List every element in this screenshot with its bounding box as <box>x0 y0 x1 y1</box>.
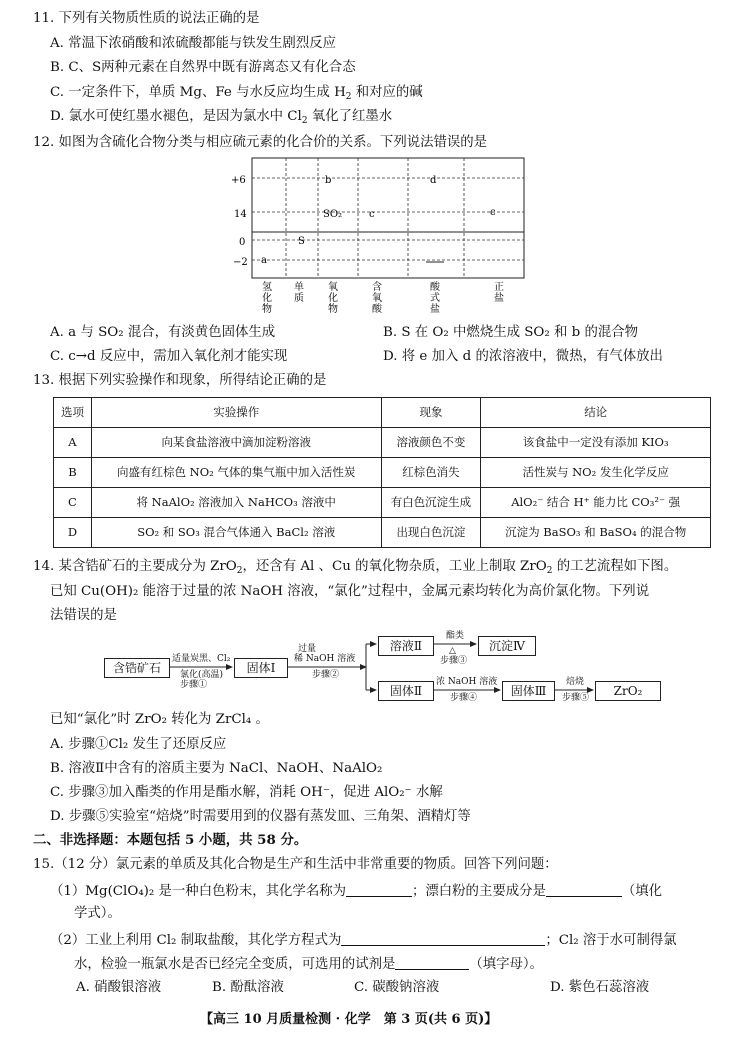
q14-option-c: C. 步骤③加入酯类的作用是酯水解，消耗 OH⁻，促进 AlO₂⁻ 水解 <box>50 785 443 800</box>
y-tick-0: 0 <box>239 237 246 248</box>
table-cell: 红棕色消失 <box>381 458 481 488</box>
flow-label-step1-bot1: 氯化(高温) <box>180 670 224 680</box>
q15-part1: （1）Mg(ClO₄)₂ 是一种白色粉末，其化学名称为 ；漂白粉的主要成分是 （填化 <box>50 884 663 899</box>
flow-label-step2-top1: 过量 <box>298 644 317 654</box>
point-a: a <box>261 255 267 266</box>
q12-option-b: B. S 在 O₂ 中燃烧生成 SO₂ 和 b 的混合物 <box>383 325 639 340</box>
q15-part2-cont: 水，检验一瓶氯水是否已经完全变质，可选用的试剂是 （填字母）。 <box>74 957 544 972</box>
q12-stem: 12. 如图为含硫化合物分类与相应硫元素的化合价的关系。下列说法错误的是 <box>33 135 488 150</box>
answer-blank[interactable] <box>395 956 469 970</box>
q15-stem: 15.（12 分）氯元素的单质及其化合物是生产和生活中非常重要的物质。回答下列问题： <box>33 857 558 872</box>
flow-box-ore: 含锆矿石 <box>104 658 170 678</box>
q15-part2: （2）工业上利用 Cl₂ 制取盐酸，其化学方程式为 ；Cl₂ 溶于水可制得氯 <box>50 933 677 948</box>
q15-option-d: D. 紫色石蕊溶液 <box>550 980 650 995</box>
x-label-element: 单质 <box>294 282 304 304</box>
answer-blank[interactable] <box>546 883 622 897</box>
q15-option-b: B. 酚酞溶液 <box>212 980 284 995</box>
q11-option-a: A. 常温下浓硝酸和浓硫酸都能与铁发生剧烈反应 <box>50 36 336 51</box>
table-cell: B <box>54 458 92 488</box>
point-so2: SO₂ <box>323 209 343 220</box>
flow-box-solid3: 固体Ⅲ <box>502 681 555 701</box>
answer-blank[interactable] <box>341 932 545 946</box>
table-cell: 活性炭与 NO₂ 发生化学反应 <box>481 458 711 488</box>
q15-option-a: A. 硝酸银溶液 <box>76 980 162 995</box>
table-header: 选项 <box>54 398 92 428</box>
flow-label-step3-top: 酯类 <box>446 631 465 641</box>
table-cell: A <box>54 428 92 458</box>
section-heading: 二、非选择题：本题包括 5 小题，共 58 分。 <box>33 832 308 848</box>
q12-option-a: A. a 与 SO₂ 混合，有淡黄色固体生成 <box>50 325 276 340</box>
flow-label-step3-bot: 步骤③ <box>440 656 468 666</box>
flow-label-step4-bot: 步骤④ <box>450 693 478 703</box>
q15-part1-cont: 学式）。 <box>74 906 121 921</box>
table-cell: AlO₂⁻ 结合 H⁺ 能力比 CO₃²⁻ 强 <box>481 488 711 518</box>
flow-label-step5-bot: 步骤⑤ <box>562 693 590 703</box>
x-label-normal-salt: 正盐 <box>494 282 504 304</box>
flow-box-solid1: 固体Ⅰ <box>234 658 288 678</box>
q12-option-c: C. c→d 反应中，需加入氧化剂才能实现 <box>50 349 288 364</box>
x-label-hydride: 氢化物 <box>262 282 272 315</box>
q14-line3: 法错误的是 <box>50 608 117 623</box>
point-c-salt: c <box>490 207 496 218</box>
flow-label-step1-bot2: 步骤① <box>180 680 208 690</box>
table-header: 实验操作 <box>91 398 381 428</box>
flow-box-solution2: 溶液Ⅱ <box>378 636 434 656</box>
table-cell: 将 NaAlO₂ 溶液加入 NaHCO₃ 溶液中 <box>91 488 381 518</box>
q14-option-d: D. 步骤⑤实验室“焙烧”时需要用到的仪器有蒸发皿、三角架、酒精灯等 <box>50 809 471 824</box>
q11-option-d: D. 氯水可使红墨水褪色，是因为氯水中 $Cl_2$ 氧化了红墨水 <box>50 109 393 126</box>
table-cell: 向盛有红棕色 NO₂ 气体的集气瓶中加入活性炭 <box>91 458 381 488</box>
flow-label-step3-mid: △ <box>449 646 456 656</box>
q12-option-d: D. 将 e 加入 d 的浓溶液中，微热，有气体放出 <box>383 349 663 364</box>
q14-known: 已知“氯化”时 ZrO₂ 转化为 ZrCl₄ 。 <box>50 712 269 727</box>
flow-label-step4-top: 浓 NaOH 溶液 <box>436 677 498 687</box>
y-tick-4: 14 <box>234 209 247 220</box>
y-tick-plus6: +6 <box>231 175 246 186</box>
point-s: S <box>298 236 305 247</box>
table-cell: 沉淀为 BaSO₃ 和 BaSO₄ 的混合物 <box>481 518 711 548</box>
flow-label-step1-top: 适量炭黑、Cl₂ <box>172 654 231 664</box>
table-header: 现象 <box>381 398 481 428</box>
point-b: b <box>325 175 332 186</box>
point-c-oxyacid: c <box>369 209 375 220</box>
q11-option-c: C. 一定条件下，单质 Mg、Fe 与水反应均生成 $H_2$ 和对应的碱 <box>50 85 423 102</box>
q11-option-b: B. C、S两种元素在自然界中既有游离态又有化合态 <box>50 60 356 75</box>
flow-box-product: ZrO₂ <box>595 681 661 701</box>
table-cell: C <box>54 488 92 518</box>
point-d: d <box>430 175 437 186</box>
q15-option-c: C. 碳酸钠溶液 <box>354 980 440 995</box>
q14-option-a: A. 步骤①Cl₂ 发生了还原反应 <box>50 737 227 752</box>
x-label-acid-salt: 酸式盐 <box>430 282 440 315</box>
q13-stem: 13. 根据下列实验操作和现象，所得结论正确的是 <box>33 373 327 388</box>
q14-line2: 已知 Cu(OH)₂ 能溶于过量的浓 NaOH 溶液，“氯化”过程中，金属元素均转化为高价氯化物。下列说 <box>50 584 650 599</box>
table-cell: 溶液颜色不变 <box>381 428 481 458</box>
flow-label-step2-top2: 稀 NaOH 溶液 <box>294 654 356 664</box>
table-cell: 有白色沉淀生成 <box>381 488 481 518</box>
answer-blank[interactable] <box>346 883 412 897</box>
flow-label-step2-bot: 步骤② <box>312 670 340 680</box>
x-label-oxide: 氧化物 <box>328 282 338 315</box>
q14-line1: 14. 某含锆矿石的主要成分为 ZrO$_2$，还含有 Al 、Cu 的氧化物杂质，工业上制取 ZrO$_2$ 的工艺流程如下图。 <box>33 559 678 576</box>
table-cell: 出现白色沉淀 <box>381 518 481 548</box>
flow-box-precipitate4: 沉淀Ⅳ <box>478 636 536 656</box>
flow-box-solid2: 固体Ⅱ <box>378 681 434 701</box>
table-cell: 向某食盐溶液中滴加淀粉溶液 <box>91 428 381 458</box>
q11-stem: 11. 下列有关物质性质的说法正确的是 <box>33 11 260 26</box>
page-footer: 【高三 10 月质量检测 · 化学 第 3 页(共 6 页)】 <box>200 1012 498 1027</box>
table-cell: SO₂ 和 SO₃ 混合气体通入 BaCl₂ 溶液 <box>91 518 381 548</box>
q14-option-b: B. 溶液Ⅱ中含有的溶质主要为 NaCl、NaOH、NaAlO₂ <box>50 761 383 776</box>
table-header: 结论 <box>481 398 711 428</box>
table-cell: D <box>54 518 92 548</box>
flow-label-step5-top: 焙烧 <box>566 677 585 687</box>
table-cell: 该食盐中一定没有添加 KIO₃ <box>481 428 711 458</box>
y-tick-minus2: −2 <box>233 257 248 268</box>
x-label-oxyacid: 含氧酸 <box>372 282 382 315</box>
